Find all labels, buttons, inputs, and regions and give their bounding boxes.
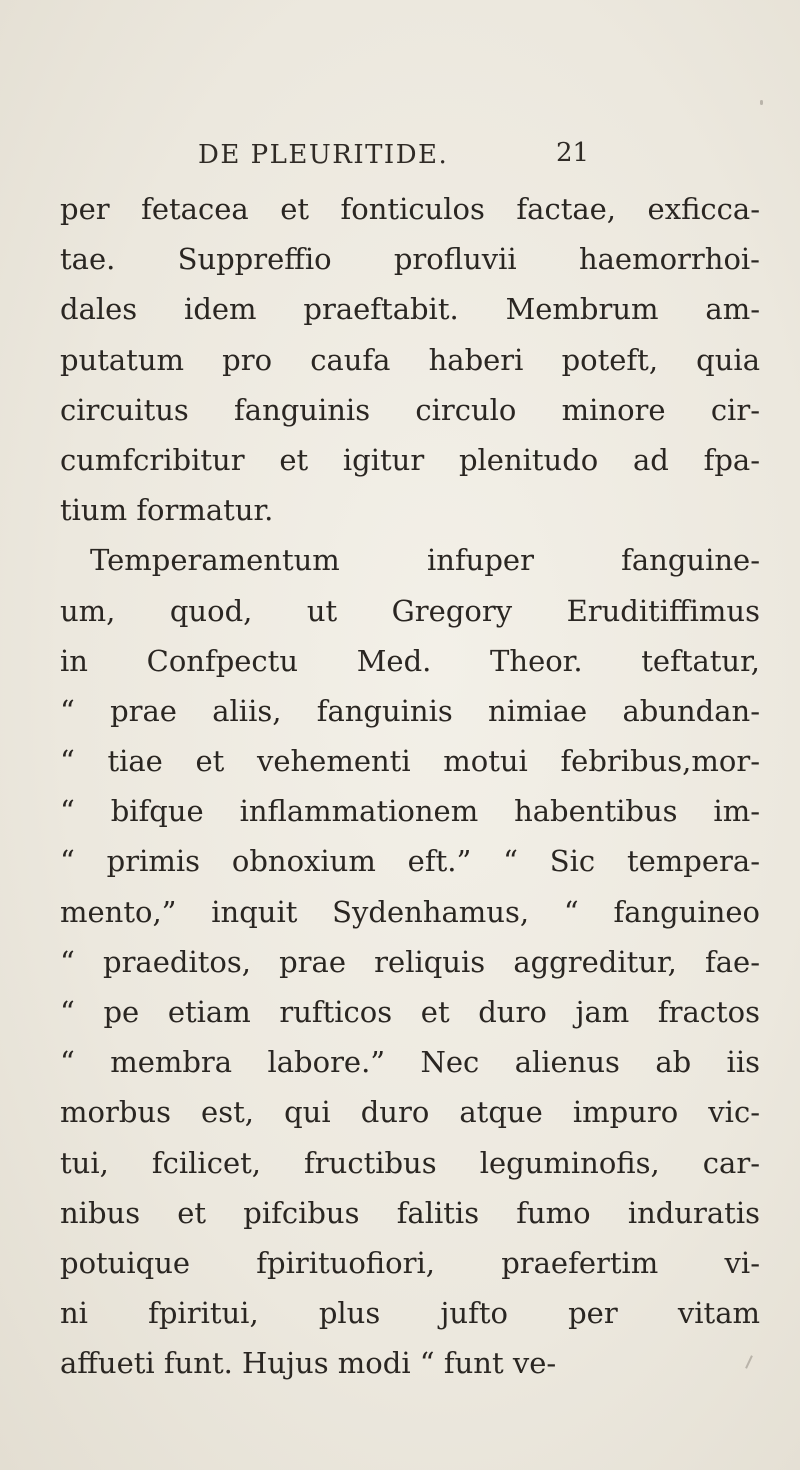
text-line: tium formatur. <box>60 493 274 528</box>
text-line: ni fpiritui, plus jufto per vitam <box>60 1296 760 1331</box>
text-line: mento,” inquit Sydenhamus, “ fanguineo <box>60 894 760 929</box>
page-number: 21 <box>556 138 590 168</box>
text-line: cumfcribitur et igitur plenitudo ad fpa- <box>60 442 760 477</box>
text-line: “ primis obnoxium eft.” “ Sic tempera- <box>60 844 760 879</box>
text-line: “ bifque inflammationem habentibus im- <box>60 794 760 829</box>
text-line: “ pe etiam rufticos et duro jam fractos <box>60 995 760 1029</box>
text-line: putatum pro caufa haberi poteft, quia <box>60 342 760 377</box>
text-line: affueti funt. Hujus modi “ funt ve- <box>60 1346 557 1381</box>
text-line: “ praeditos, prae reliquis aggreditur, fae- <box>60 944 760 979</box>
paper-speck <box>760 100 763 105</box>
body-text <box>60 184 760 1389</box>
text-line: circuitus fanguinis circulo minore cir- <box>60 392 760 427</box>
text-line: morbus est, qui duro atque impuro vic- <box>60 1095 760 1130</box>
text-line: dales idem praeftabit. Membrum am- <box>60 292 760 327</box>
text-line: um, quod, ut Gregory Eruditiffimus <box>60 593 760 628</box>
text-line: per fetacea et fonticulos factae, exficca- <box>60 192 760 226</box>
text-line: tui, fcilicet, fructibus leguminofis, car- <box>60 1145 760 1180</box>
text-line: “ membra labore.” Nec alienus ab iis <box>60 1045 760 1080</box>
text-line: tae. Suppreffio profluvii haemorrhoi- <box>60 242 760 277</box>
page-header <box>0 140 800 180</box>
text-line: “ tiae et vehementi motui febribus,mor- <box>60 744 760 779</box>
text-line: in Confpectu Med. Theor. teftatur, <box>60 643 760 678</box>
text-line: potuique fpirituofiori, praefertim vi- <box>60 1245 760 1280</box>
text-line: Temperamentum infuper fanguine- <box>90 543 760 578</box>
text-line: “ prae aliis, fanguinis nimiae abundan- <box>60 693 760 728</box>
running-head: DE PLEURITIDE. <box>198 140 449 170</box>
text-line: nibus et pifcibus falitis fumo induratis <box>60 1195 760 1230</box>
